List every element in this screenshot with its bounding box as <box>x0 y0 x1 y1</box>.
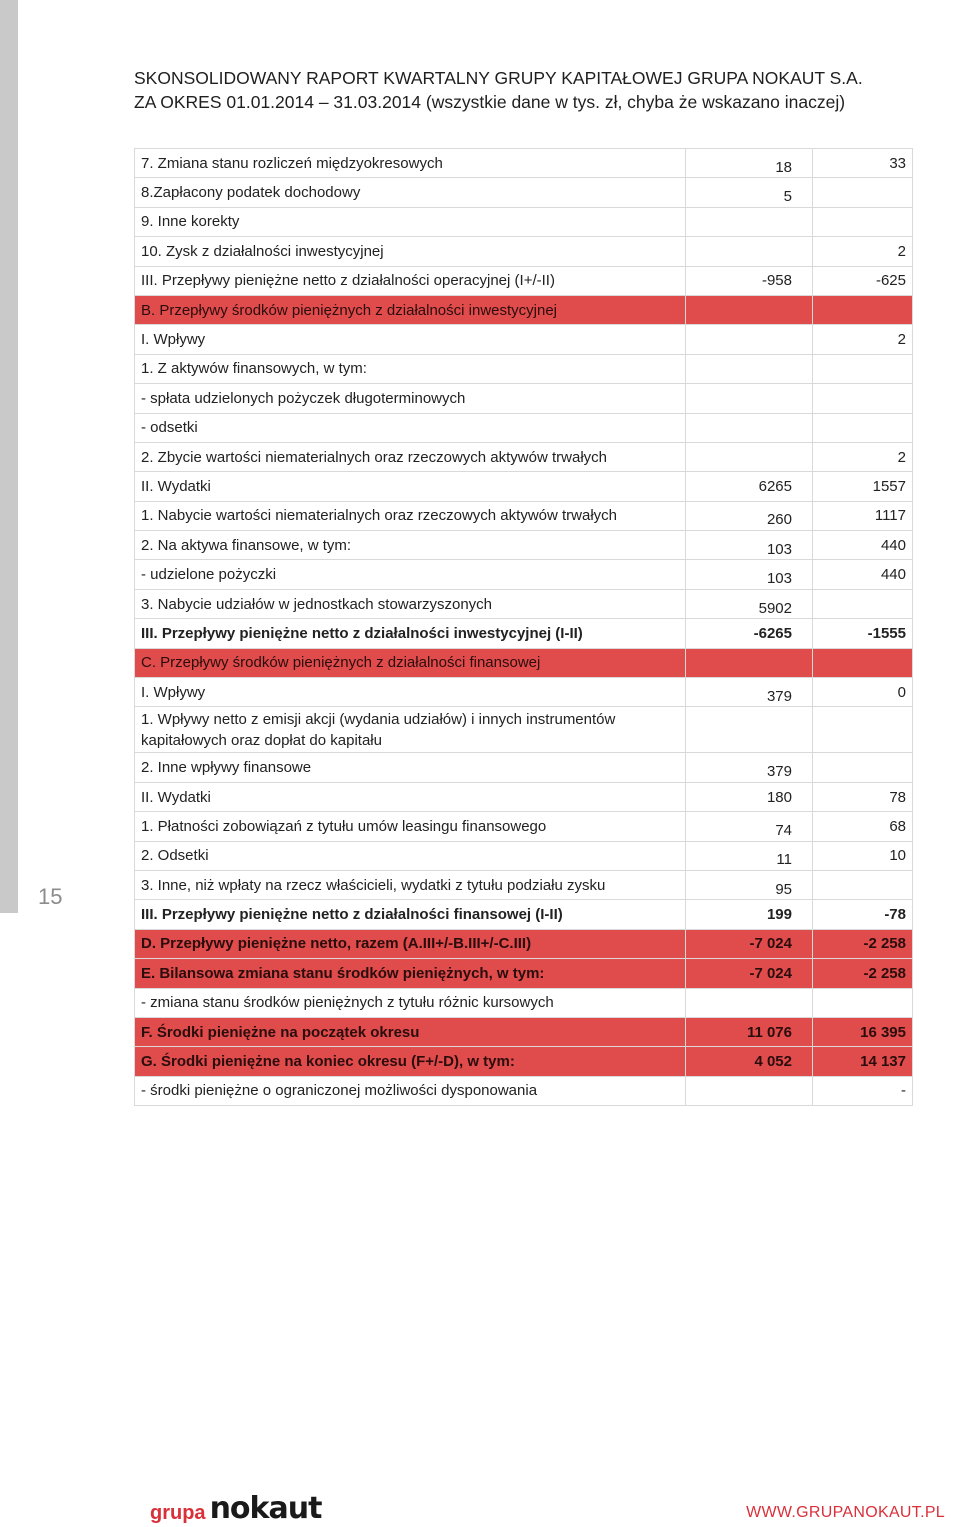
value-current-period-text: 18 <box>775 158 792 176</box>
table-row <box>135 354 913 383</box>
value-current-period <box>686 648 813 677</box>
value-current-period-text: 5902 <box>758 599 792 617</box>
row-label: I. Wpływy <box>135 678 686 707</box>
value-prior-period <box>813 413 913 442</box>
value-prior-period <box>813 707 913 753</box>
table-row <box>135 531 913 560</box>
row-label: G. Środki pieniężne na koniec okresu (F+/-D), w tym: <box>135 1047 686 1076</box>
value-prior-period: 2 <box>813 442 913 471</box>
value-prior-period: 10 <box>813 841 913 870</box>
company-logo <box>150 1491 322 1526</box>
table-row <box>135 812 913 841</box>
value-prior-period: 14 137 <box>813 1047 913 1076</box>
cash-flow-table-body <box>135 149 913 1106</box>
value-current-period <box>686 442 813 471</box>
row-label: 2. Inne wpływy finansowe <box>135 753 686 782</box>
value-current-period <box>686 266 813 295</box>
value-current-period <box>686 870 813 899</box>
value-prior-period <box>813 207 913 236</box>
value-prior-period <box>813 295 913 324</box>
table-row <box>135 207 913 236</box>
row-label: 3. Nabycie udziałów w jednostkach stowarzyszonych <box>135 589 686 618</box>
value-prior-period: 440 <box>813 531 913 560</box>
row-label: II. Wydatki <box>135 782 686 811</box>
table-row <box>135 149 913 178</box>
table-row <box>135 1076 913 1105</box>
value-current-period <box>686 501 813 530</box>
table-row <box>135 900 913 929</box>
value-current-period <box>686 900 813 929</box>
value-prior-period: 0 <box>813 678 913 707</box>
row-label: II. Wydatki <box>135 472 686 501</box>
table-row <box>135 325 913 354</box>
table-row <box>135 472 913 501</box>
value-current-period-text: 74 <box>775 821 792 839</box>
value-prior-period <box>813 589 913 618</box>
value-prior-period <box>813 648 913 677</box>
table-row <box>135 988 913 1017</box>
value-current-period <box>686 149 813 178</box>
row-label: E. Bilansowa zmiana stanu środków pieniężnych, w tym: <box>135 959 686 988</box>
row-label: - zmiana stanu środków pieniężnych z tytułu różnic kursowych <box>135 988 686 1017</box>
value-current-period-text: 11 076 <box>746 1023 792 1041</box>
value-prior-period: - <box>813 1076 913 1105</box>
value-current-period-text: 5 <box>783 188 792 206</box>
table-row <box>135 1017 913 1046</box>
value-current-period <box>686 325 813 354</box>
value-prior-period: 33 <box>813 149 913 178</box>
value-prior-period: 440 <box>813 560 913 589</box>
table-row <box>135 929 913 958</box>
page-number: 15 <box>38 884 63 909</box>
value-current-period <box>686 295 813 324</box>
value-current-period-text: 180 <box>766 788 792 806</box>
table-row <box>135 178 913 207</box>
value-current-period <box>686 707 813 753</box>
report-header <box>134 66 863 114</box>
value-current-period <box>686 812 813 841</box>
value-current-period <box>686 354 813 383</box>
value-prior-period <box>813 870 913 899</box>
value-prior-period: -2 258 <box>813 929 913 958</box>
cash-flow-table <box>134 148 913 1106</box>
value-current-period-text: 6265 <box>758 477 792 495</box>
value-current-period <box>686 1017 813 1046</box>
table-row <box>135 413 913 442</box>
value-current-period <box>686 384 813 413</box>
value-current-period <box>686 619 813 648</box>
table-row <box>135 295 913 324</box>
table-row <box>135 782 913 811</box>
value-current-period <box>686 782 813 811</box>
table-row <box>135 384 913 413</box>
value-current-period <box>686 178 813 207</box>
value-current-period <box>686 1076 813 1105</box>
value-prior-period <box>813 753 913 782</box>
value-current-period-text: -7 024 <box>749 935 792 953</box>
row-label: C. Przepływy środków pieniężnych z działalności finansowej <box>135 648 686 677</box>
value-prior-period: 16 395 <box>813 1017 913 1046</box>
table-row <box>135 841 913 870</box>
value-current-period <box>686 959 813 988</box>
value-current-period <box>686 589 813 618</box>
row-label: 8.Zapłacony podatek dochodowy <box>135 178 686 207</box>
value-prior-period: 78 <box>813 782 913 811</box>
table-row <box>135 266 913 295</box>
row-label: 3. Inne, niż wpłaty na rzecz właścicieli, wydatki z tytułu podziału zysku <box>135 870 686 899</box>
table-row <box>135 237 913 266</box>
value-prior-period: 2 <box>813 237 913 266</box>
value-prior-period <box>813 354 913 383</box>
table-row <box>135 442 913 471</box>
value-current-period <box>686 678 813 707</box>
value-prior-period: 1557 <box>813 472 913 501</box>
value-current-period-text: -6265 <box>753 624 792 642</box>
value-prior-period <box>813 178 913 207</box>
row-label: 9. Inne korekty <box>135 207 686 236</box>
row-label: 10. Zysk z działalności inwestycyjnej <box>135 237 686 266</box>
row-label: - środki pieniężne o ograniczonej możliwości dysponowania <box>135 1076 686 1105</box>
value-prior-period: -625 <box>813 266 913 295</box>
value-current-period <box>686 1047 813 1076</box>
value-current-period <box>686 237 813 266</box>
value-prior-period <box>813 384 913 413</box>
value-prior-period: 1117 <box>813 501 913 530</box>
row-label: I. Wpływy <box>135 325 686 354</box>
table-row <box>135 560 913 589</box>
table-row <box>135 619 913 648</box>
value-current-period <box>686 988 813 1017</box>
row-label: - udzielone pożyczki <box>135 560 686 589</box>
value-prior-period <box>813 988 913 1017</box>
row-label: 1. Płatności zobowiązań z tytułu umów leasingu finansowego <box>135 812 686 841</box>
row-label: D. Przepływy pieniężne netto, razem (A.III+/-B.III+/-C.III) <box>135 929 686 958</box>
row-label: III. Przepływy pieniężne netto z działalności operacyjnej (I+/-II) <box>135 266 686 295</box>
row-label: 2. Na aktywa finansowe, w tym: <box>135 531 686 560</box>
row-label: III. Przepływy pieniężne netto z działalności inwestycyjnej (I-II) <box>135 619 686 648</box>
table-row <box>135 959 913 988</box>
value-current-period-text: 4 052 <box>754 1053 792 1071</box>
row-label: 1. Wpływy netto z emisji akcji (wydania udziałów) i innych instrumentów kapitałowych oraz dopłat do kapitału <box>135 707 686 753</box>
value-current-period-text: 379 <box>766 763 792 781</box>
value-current-period <box>686 413 813 442</box>
value-current-period-text: 260 <box>766 511 792 529</box>
value-current-period <box>686 841 813 870</box>
header-line-1: SKONSOLIDOWANY RAPORT KWARTALNY GRUPY KAPITAŁOWEJ GRUPA NOKAUT S.A. <box>134 68 863 88</box>
value-prior-period: -1555 <box>813 619 913 648</box>
logo-text-small: grupa <box>150 1502 206 1524</box>
value-current-period-text: -958 <box>761 272 792 290</box>
header-line-2: ZA OKRES 01.01.2014 – 31.03.2014 (wszystkie dane w tys. zł, chyba że wskazano inaczej) <box>134 92 846 112</box>
row-label: III. Przepływy pieniężne netto z działalności finansowej (I-II) <box>135 900 686 929</box>
row-label: 1. Z aktywów finansowych, w tym: <box>135 354 686 383</box>
row-label: 1. Nabycie wartości niematerialnych oraz rzeczowych aktywów trwałych <box>135 501 686 530</box>
value-current-period-text: 95 <box>775 880 792 898</box>
table-row <box>135 753 913 782</box>
value-current-period-text: 11 <box>776 851 792 869</box>
footer-website-link[interactable]: WWW.GRUPANOKAUT.PL <box>746 1504 945 1521</box>
row-label: F. Środki pieniężne na początek okresu <box>135 1017 686 1046</box>
table-row <box>135 501 913 530</box>
value-current-period <box>686 207 813 236</box>
table-row <box>135 678 913 707</box>
row-label: - spłata udzielonych pożyczek długoterminowych <box>135 384 686 413</box>
table-row <box>135 648 913 677</box>
value-current-period-text: -7 024 <box>749 964 792 982</box>
value-current-period <box>686 560 813 589</box>
table-row <box>135 707 913 753</box>
row-label: 2. Odsetki <box>135 841 686 870</box>
logo-text-big: nokaut <box>209 1491 322 1526</box>
row-label: 2. Zbycie wartości niematerialnych oraz rzeczowych aktywów trwałych <box>135 442 686 471</box>
value-current-period-text: 103 <box>766 570 792 588</box>
value-prior-period: -2 258 <box>813 959 913 988</box>
side-margin-bar <box>0 0 18 913</box>
value-current-period-text: 103 <box>766 540 792 558</box>
value-current-period-text: 199 <box>766 906 792 924</box>
row-label: - odsetki <box>135 413 686 442</box>
value-current-period-text: 379 <box>766 687 792 705</box>
value-current-period <box>686 472 813 501</box>
value-current-period <box>686 531 813 560</box>
table-row <box>135 1047 913 1076</box>
row-label: 7. Zmiana stanu rozliczeń międzyokresowych <box>135 149 686 178</box>
row-label: B. Przepływy środków pieniężnych z działalności inwestycyjnej <box>135 295 686 324</box>
table-row <box>135 589 913 618</box>
value-current-period <box>686 753 813 782</box>
value-prior-period: 68 <box>813 812 913 841</box>
value-prior-period: -78 <box>813 900 913 929</box>
table-row <box>135 870 913 899</box>
value-prior-period: 2 <box>813 325 913 354</box>
value-current-period <box>686 929 813 958</box>
